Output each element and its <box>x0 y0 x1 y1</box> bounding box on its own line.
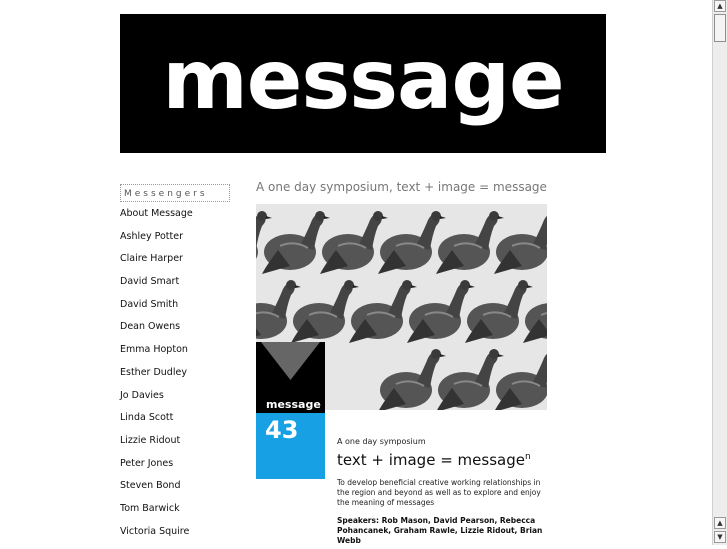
sidebar-item[interactable]: Peter Jones <box>120 457 174 469</box>
pigeon-icon <box>407 280 475 343</box>
sidebar-item[interactable]: Steven Bond <box>120 480 181 492</box>
pigeon-icon <box>349 280 417 343</box>
sidebar-item[interactable]: Linda Scott <box>120 412 174 424</box>
page-tagline: A one day symposium, text + image = message <box>256 180 547 194</box>
poster-description: To develop beneficial creative working relationships in the region and beyond as well as to explore and enjoy the meaning of messages <box>337 478 541 507</box>
pigeon-icon <box>494 349 547 410</box>
pigeon-icon <box>436 349 504 410</box>
sidebar-item[interactable]: Esther Dudley <box>120 366 187 378</box>
sidebar-item[interactable]: David Smith <box>120 298 179 310</box>
sidebar-nav <box>120 184 230 543</box>
poster-number: 43 <box>265 416 299 444</box>
pigeon-icon <box>291 280 359 343</box>
site-title: message <box>162 32 564 128</box>
arrow-up-icon[interactable]: ▲ <box>714 0 726 12</box>
sidebar-item[interactable]: About Message <box>120 208 193 219</box>
pigeon-icon <box>494 211 547 274</box>
poster-number-panel <box>256 413 325 479</box>
pigeon-icon <box>436 211 504 274</box>
sidebar-item[interactable]: Victoria Squire <box>120 525 190 537</box>
sidebar-item[interactable]: Lizzie Ridout <box>120 434 181 446</box>
sidebar-item[interactable]: David Smart <box>120 276 180 288</box>
sidebar-item[interactable]: Claire Harper <box>120 253 183 265</box>
arrow-up-icon[interactable]: ▲ <box>714 517 726 529</box>
sidebar-list <box>120 203 230 543</box>
arrow-down-icon[interactable]: ▼ <box>714 531 726 543</box>
site-banner[interactable] <box>120 14 606 153</box>
scrollbar-thumb[interactable] <box>714 14 726 42</box>
poster-subtitle: A one day symposium <box>337 437 426 446</box>
sidebar-heading: Messengers <box>120 184 230 202</box>
vertical-scrollbar[interactable] <box>712 0 727 545</box>
sidebar-item[interactable]: Jo Davies <box>120 389 164 401</box>
sidebar-item[interactable]: Tom Barwick <box>120 502 180 514</box>
poster-title <box>337 451 531 469</box>
poster-brand-panel <box>256 342 325 413</box>
pigeon-icon <box>465 280 533 343</box>
pigeon-icon <box>320 211 388 274</box>
sidebar-item[interactable]: Ashley Potter <box>120 230 183 242</box>
sidebar-item[interactable]: Dean Owens <box>120 321 181 333</box>
poster-brand-label: message <box>266 398 321 411</box>
sidebar-item[interactable]: Emma Hopton <box>120 344 188 356</box>
pigeon-icon <box>378 349 446 410</box>
poster-title-sup: n <box>524 452 531 462</box>
pigeon-icon <box>256 280 301 343</box>
pigeon-icon <box>378 211 446 274</box>
event-poster <box>256 204 547 549</box>
pigeon-icon <box>523 280 547 343</box>
poster-title-text: text + image = message <box>337 451 525 469</box>
pigeon-icon <box>262 211 330 274</box>
triangle-icon <box>256 342 325 382</box>
poster-speakers: Speakers: Rob Mason, David Pearson, Rebecca Pohancanek, Graham Rawle, Lizzie Ridout, Brian Webb <box>337 516 543 545</box>
